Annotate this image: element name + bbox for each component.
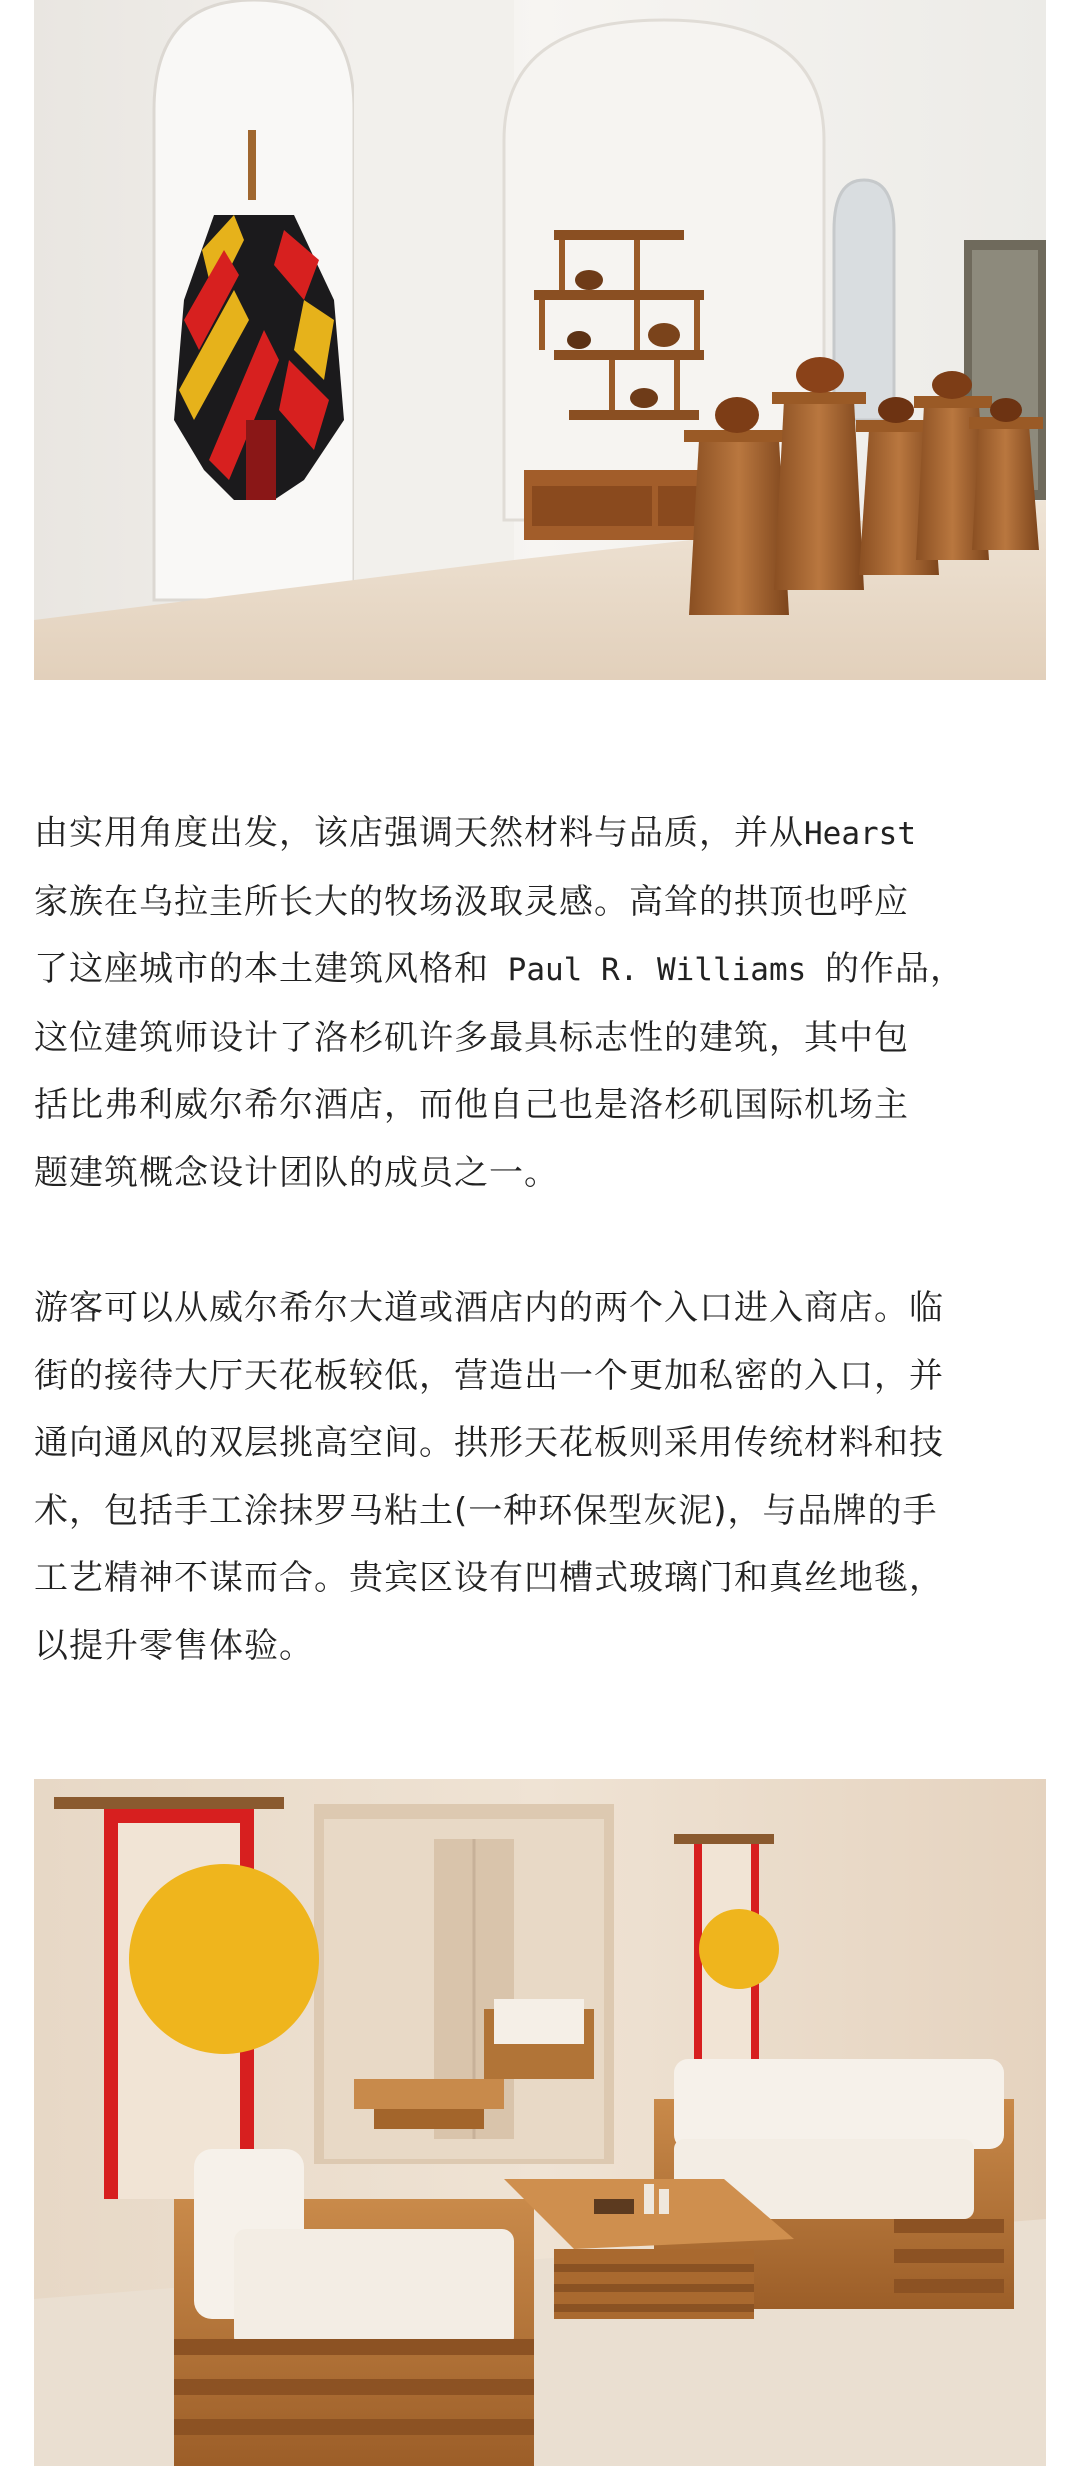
text-span: 街的接待大厅天花板较低，营造出一个更加私密的入口，并 [34,1355,944,1396]
paragraph-line [34,1140,1054,1208]
vip-lounge-photo [34,1779,1046,2466]
text-span: 通向通风的双层挑高空间。拱形天花板则采用传统材料和技 [34,1423,944,1463]
store-interior-photo [34,0,1046,680]
vip-lounge-illustration [34,1779,1046,2466]
paragraph-line [34,1343,1054,1411]
text-span: 游客可以从威尔希尔大道或酒店内的两个入口进入商店。临 [34,1288,944,1328]
paragraph-line [34,869,1054,937]
text-span: 题建筑概念设计团队的成员之一。 [34,1152,559,1193]
paragraph-line [34,1545,1054,1613]
paragraph-line [34,800,1054,869]
text-span: 工艺精神不谋而合。贵宾区设有凹槽式玻璃门和真丝地毯， [34,1558,944,1598]
latin-span: Paul R. Williams [489,952,825,988]
text-span: 括比弗利威尔希尔酒店，而他自己也是洛杉矶国际机场主 [34,1085,909,1125]
paragraph-line [34,1072,1054,1140]
paragraph-line [34,1613,1054,1681]
body-paragraph-1 [34,800,1054,1207]
text-span: 这位建筑师设计了洛杉矶许多最具标志性的建筑，其中包 [34,1017,909,1058]
latin-span: Hearst [804,816,916,852]
text-span: 的作品， [824,949,965,989]
text-span: 由实用角度出发，该店强调天然材料与品质，并从 [34,813,804,853]
text-span: 了这座城市的本土建筑风格和 [34,949,489,989]
paragraph-line [34,1478,1054,1546]
text-span: 家族在乌拉圭所长大的牧场汲取灵感。高耸的拱顶也呼应 [34,881,909,922]
store-interior-illustration [34,0,1046,680]
paragraph-line [34,1410,1054,1478]
body-paragraph-2 [34,1275,1054,1680]
paragraph-line [34,1275,1054,1343]
paragraph-line [34,1005,1054,1073]
text-span: 术，包括手工涂抹罗马粘土(一种环保型灰泥)，与品牌的手 [34,1490,938,1531]
text-span: 以提升零售体验。 [34,1625,314,1666]
paragraph-line [34,936,1054,1005]
